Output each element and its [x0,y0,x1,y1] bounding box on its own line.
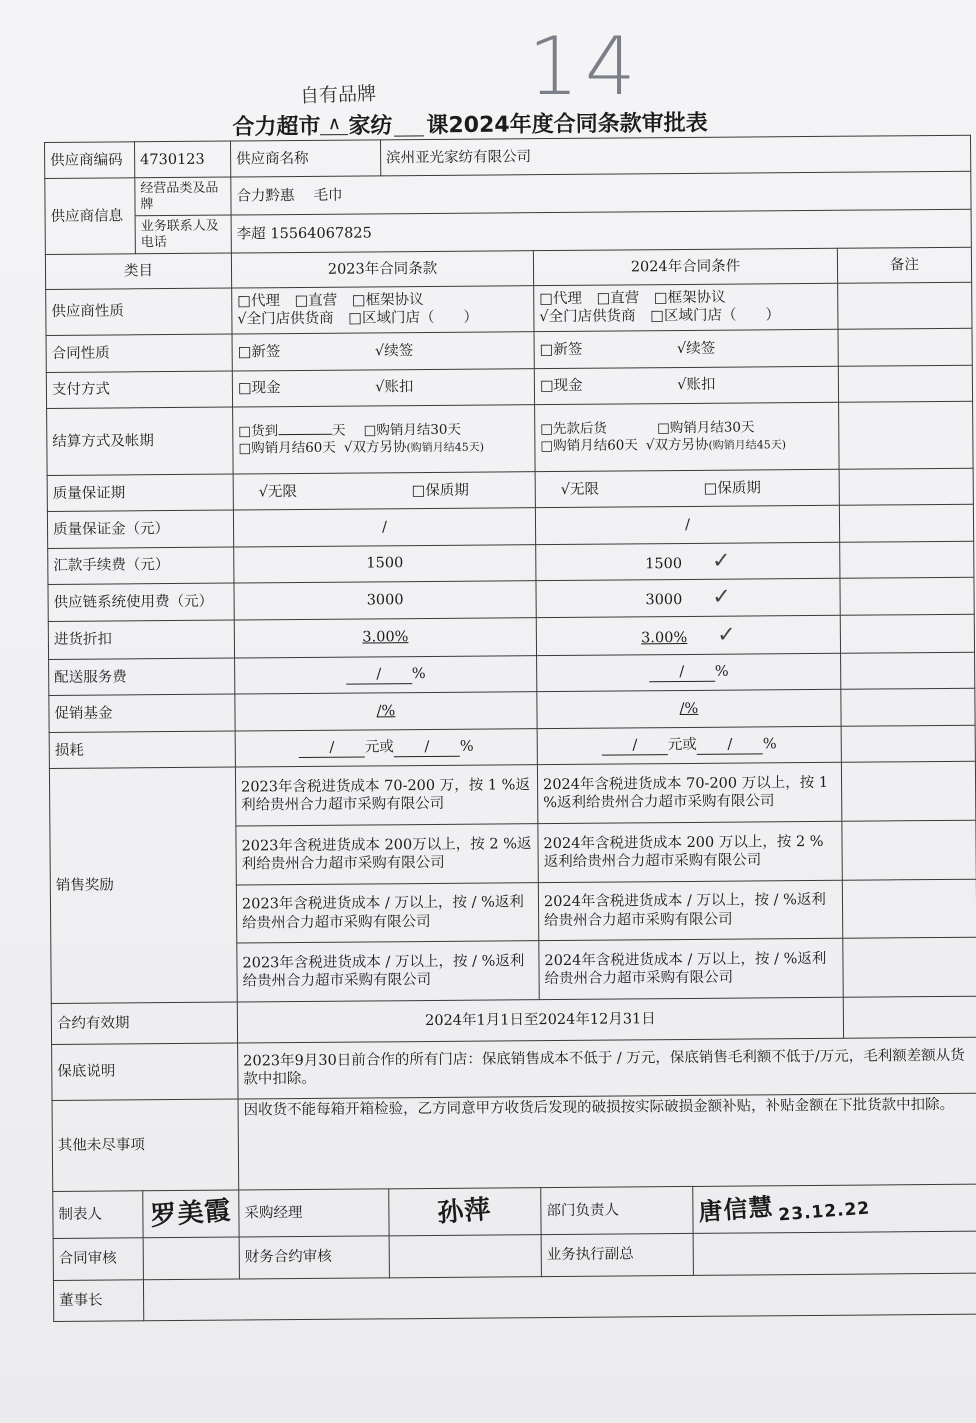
header-2024: 2024年合同条件 [533,249,837,286]
audit-signature [143,1237,239,1280]
remit-2024-value: 1500 [645,555,683,572]
contract-label: 合同性质 [46,334,232,372]
loss-or: 元或 [364,739,394,756]
payment-2024-deduct: √账扣 [677,377,716,394]
contract-2024-new: □新签 [539,341,583,359]
title-blank-2 [394,110,424,136]
incentive-2023-item: 2023年含税进货成本 70-200 万，按 1 %返利给贵州合力超市采购有限公司 [235,765,537,826]
supplier-code: 4730123 [135,141,231,178]
scm-label: 供应链系统使用费（元） [48,583,234,621]
settle-remark [839,401,974,469]
payment-label: 支付方式 [46,371,232,409]
settle-2023-on-arrival: □货到 [238,423,279,440]
warranty-2023 [233,472,535,511]
nature-2024-direct: □直营 [596,290,640,308]
contract-2024-renew: √续签 [676,340,716,357]
settle-2023-days: 天 [331,422,346,439]
handwritten-page-number: 14 [528,20,642,113]
settle-2024-30days: □购销月结30天 [656,419,755,437]
scm-remark [840,577,974,614]
loss-label: 损耗 [49,731,235,769]
guarantee-label: 保底说明 [52,1043,238,1101]
remit-2024 [536,542,840,581]
contract-2023-renew: √续签 [374,342,414,360]
maker-label: 制表人 [53,1191,143,1238]
loss-2024-percent: / [697,735,763,755]
audit-label: 合同审核 [53,1238,143,1281]
delivery-remark [841,652,975,689]
promo-label: 促销基金 [49,694,235,732]
contract-2023-new: □新签 [237,344,281,361]
incentive-2024-item: 2024年含税进货成本 70-200 万以上，按 1 %返利给贵州合力超市采购有限公司 [537,763,841,824]
finance-label: 财务合约审核 [239,1236,389,1280]
supplier-code-label: 供应商编码 [45,142,135,179]
incentive-2023-item: 2023年含税进货成本 / 万以上，按 / %返利给贵州合力超市采购有限公司 [236,882,538,943]
warranty-2023-unlimited: √无限 [258,483,298,500]
title-prefix: 合力超市 [232,113,321,140]
nature-2024-regional: □区域门店（ ） [650,307,781,325]
delivery-label: 配送服务费 [49,658,235,696]
settle-2023-other: √双方另协 [343,439,407,456]
incentive-remark [842,820,976,880]
nature-2023-all-stores: √全门店供货商 [237,311,334,328]
loss-2024-amount: / [602,736,668,756]
remit-2023: 1500 [234,544,536,583]
other-label: 其他未尽事项 [52,1099,239,1192]
nature-2023-regional: □区域门店（ ） [348,310,479,328]
nature-2023-direct: □直营 [294,293,338,310]
delivery-2023 [235,656,537,695]
settle-2023-60days: □购销月结60天 [238,439,336,457]
validity-remark [843,996,976,1038]
discount-2023: 3.00% [234,617,536,658]
supplier-info-label: 供应商信息 [45,178,136,255]
approval-table [44,135,976,1322]
payment-2023 [232,368,534,407]
settle-2024-other: √双方另协 [645,436,709,454]
header-remark: 备注 [837,248,971,283]
promo-remark [841,689,975,726]
nature-2024 [534,283,838,332]
incentive-2023-item: 2023年含税进货成本 / 万以上，按 / %返利给贵州合力超市采购有限公司 [237,941,539,1002]
supplier-name-label: 供应商名称 [230,140,380,178]
incentive-2024-item: 2024年含税进货成本 / 万以上，按 / %返利给贵州合力超市采购有限公司 [539,939,843,1000]
loss-2024 [537,726,841,765]
scm-2023: 3000 [234,581,536,620]
incentive-label: 销售奖励 [49,767,237,1003]
delivery-unit: % [411,666,426,683]
incentive-remark [841,761,976,821]
title-suffix: 课2024年度合同条款审批表 [426,110,708,138]
nature-2024-all-stores: √全门店供货商 [539,308,636,326]
deposit-remark [839,505,973,542]
loss-unit: % [459,738,474,755]
contract-remark [838,328,972,365]
contract-2023 [232,332,534,371]
settle-2023 [233,405,536,474]
dept-sig: 唐信慧 [697,1192,775,1227]
validity-value: 2024年1月1日至2024年12月31日 [237,997,843,1042]
warranty-2023-shelf-life: □保质期 [411,482,469,499]
buyer-label: 采购经理 [239,1189,389,1237]
discount-remark [840,614,974,654]
incentive-remark [842,879,976,939]
chair-signature [143,1273,976,1320]
nature-2024-agent: □代理 [539,291,583,308]
remit-label: 汇款手续费（元） [48,547,234,585]
warranty-remark [839,468,973,505]
payment-2023-deduct: √账扣 [375,379,414,396]
discount-2024 [536,615,840,656]
warranty-label: 质量保证期 [47,474,233,512]
incentive-2024-item: 2024年含税进货成本 / 万以上，按 / %返利给贵州合力超市采购有限公司 [538,880,842,941]
payment-2024 [534,366,838,405]
incentive-2023-item: 2023年含税进货成本 200万以上，按 2 %返利给贵州合力超市采购有限公司 [236,824,538,885]
vp-signature [693,1231,976,1276]
handwritten-check-icon: ✓ [711,548,731,574]
payment-2023-cash: □现金 [237,380,281,397]
dept-signature [693,1184,976,1233]
contract-2024 [534,330,838,369]
nature-2024-framework: □框架协议 [653,289,726,307]
settle-label: 结算方式及帐期 [47,407,234,475]
brand-value: 合力黔惠 毛巾 [231,172,971,216]
discount-label: 进货折扣 [48,620,234,660]
settle-2024-60days: □购销月结60天 [540,437,638,455]
warranty-2024-shelf-life: □保质期 [703,479,761,497]
deposit-2024: / [535,506,839,545]
loss-remark [841,725,975,762]
promo-2024: /% [537,690,841,729]
settle-2023-45days: (购销月结45天) [406,440,485,455]
handwritten-annotation: 自有品牌 [299,82,377,108]
contact-label: 业务联系人及电话 [135,215,231,254]
chair-label: 董事长 [53,1280,143,1321]
settle-2024-prepay: □先款后货 [540,420,608,438]
delivery-2024 [537,653,841,692]
deposit-2023: / [233,508,535,547]
settle-2024 [535,402,840,471]
incentive-2024-item: 2024年含税进货成本 200 万以上，按 2 %返利给贵州合力超市采购有限公司 [538,821,842,882]
title-blank-1: ∧ [320,113,348,135]
buyer-signature [389,1188,541,1236]
other-value: 因收货不能每箱开箱检验，乙方同意甲方收货后发现的破损按实际破损金额补贴，补贴金额在下批货款中扣除。 [238,1093,976,1190]
incentive-remark [843,938,976,998]
header-category: 类目 [45,253,231,289]
loss-2023-percent: / [394,738,460,758]
guarantee-value: 2023年9月30日前合作的所有门店：保底销售成本不低于 / 万元，保底销售毛利额不低于/万元，毛利额差额从货款中扣除。 [238,1037,976,1099]
delivery-2023-value: / [346,665,412,685]
warranty-2024 [535,469,839,508]
loss-2023-amount: / [299,738,365,758]
nature-2023-framework: □框架协议 [351,292,424,309]
dept-label: 部门负责人 [541,1187,693,1235]
scm-2024-value: 3000 [645,592,683,609]
maker-sig: 罗美霞 [149,1195,233,1232]
delivery-unit: % [714,663,729,680]
payment-2024-cash: □现金 [539,378,583,395]
validity-label: 合约有效期 [51,1002,237,1044]
buyer-sig: 孙萍 [436,1194,493,1229]
delivery-2024-value: / [649,663,715,683]
finance-signature [389,1234,541,1278]
brand-label: 经营品类及品牌 [135,177,231,216]
loss-unit: % [762,736,777,753]
scm-2024 [536,578,840,617]
deposit-label: 质量保证金（元） [47,510,233,548]
nature-2023 [232,285,534,334]
handwritten-check-icon: ✓ [712,584,731,610]
header-2023: 2023年合同条款 [231,251,533,288]
settle-2024-45days: (购销月结45天) [708,438,787,452]
settle-2023-30days: □购销月结30天 [363,421,462,439]
warranty-2024-unlimited: √无限 [560,481,600,498]
loss-or: 元或 [667,736,697,754]
dept-date: 23.12.22 [777,1198,871,1226]
remit-remark [840,541,974,578]
loss-2023 [235,729,537,768]
discount-2024-value: 3.00% [641,629,688,646]
title-department: 家纺 [348,113,393,139]
supplier-name: 滨州亚光家纺有限公司 [380,135,970,176]
handwritten-check-icon: ✓ [717,622,736,648]
nature-label: 供应商性质 [46,288,232,336]
maker-signature [143,1190,239,1237]
nature-remark [838,282,972,330]
contact-value: 李超 15564067825 [231,210,971,254]
vp-label: 业务执行副总 [541,1233,693,1277]
nature-2023-agent: □代理 [237,293,281,310]
payment-remark [838,365,972,402]
promo-2023: /% [235,692,537,731]
